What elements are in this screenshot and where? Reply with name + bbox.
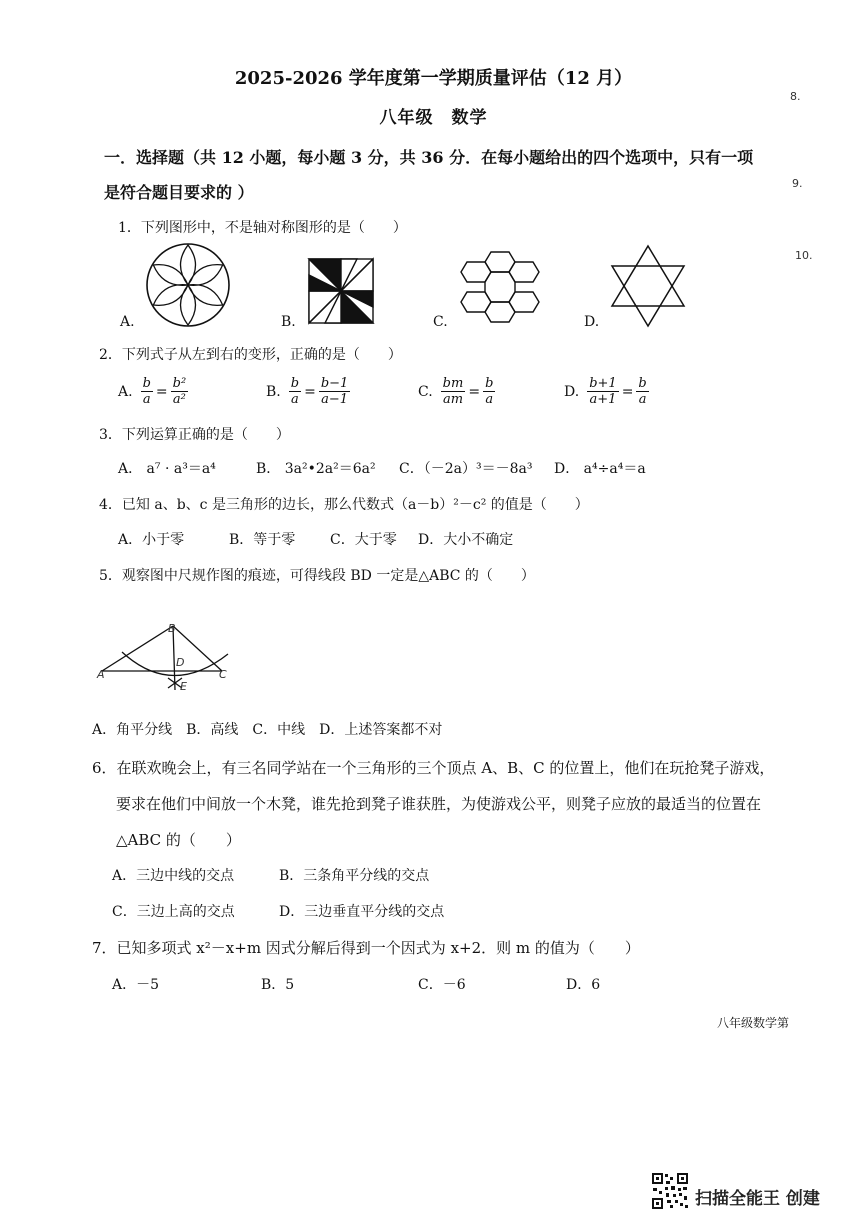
q6-option-c: C．三边上高的交点 bbox=[112, 904, 235, 920]
q2-option-d: D. $\frac{b+1}{a+1}$ = $\frac{b}{a}$ bbox=[564, 376, 647, 407]
q6-line1: 6．在联欢晚会上，有三名同学站在一个三角形的三个顶点 A、B、C 的位置上，他们在玩抢凳子游戏， bbox=[92, 759, 775, 777]
q4-stem: 4．已知 a、b、c 是三角形的边长，那么代数式（a－b）²－c² 的值是（ ） bbox=[99, 497, 589, 513]
q7-stem: 7．已知多项式 x²－x+m 因式分解后得到一个因式为 x+2．则 m 的值为（ ） bbox=[92, 939, 640, 957]
q2-c-left-fraction: $\frac{bm}{am}$ bbox=[442, 376, 464, 407]
q5-label-d: D bbox=[176, 656, 185, 669]
q1-option-b-label: B. bbox=[281, 314, 296, 330]
q7-option-c: C．－6 bbox=[418, 977, 466, 993]
q2-option-b: B. $\frac{b}{a}$ = $\frac{b-1}{a-1}$ bbox=[266, 376, 349, 407]
q3-option-c: C．（－2a）³＝－8a³ bbox=[399, 461, 533, 477]
margin-mark-9: 9. bbox=[792, 177, 803, 190]
q2-a-right-fraction: $\frac{\text{b²}}{\text{a²}}$ bbox=[172, 376, 187, 407]
margin-mark-10: 10. bbox=[795, 249, 813, 262]
scanner-watermark: 扫描全能王 创建 bbox=[695, 1189, 820, 1209]
q5-label-c: C bbox=[219, 668, 227, 681]
exam-subtitle: 八年级 数学 bbox=[379, 108, 488, 128]
q7-option-b: B．5 bbox=[261, 977, 295, 993]
q2-stem: 2．下列式子从左到右的变形，正确的是（ ） bbox=[99, 347, 402, 363]
q6-option-a: A．三边中线的交点 bbox=[112, 868, 235, 884]
q1-figure-d bbox=[608, 244, 688, 328]
q1-option-d-label: D. bbox=[584, 314, 600, 330]
q2-b-right-fraction: $\frac{b-1}{a-1}$ bbox=[320, 376, 349, 407]
q5-label-a: A bbox=[97, 668, 105, 681]
q4-option-c: C．大于零 bbox=[330, 532, 397, 548]
q2-c-right-fraction: $\frac{b}{a}$ bbox=[485, 376, 494, 407]
q1-figure-c bbox=[455, 248, 545, 326]
q5-stem: 5．观察图中尺规作图的痕迹，可得线段 BD 一定是△ABC 的（ ） bbox=[99, 568, 535, 584]
margin-mark-8: 8. bbox=[790, 90, 801, 103]
q2-option-c-label: C. bbox=[418, 383, 433, 400]
q1-option-c-label: C. bbox=[433, 314, 448, 330]
qr-code-icon bbox=[651, 1172, 689, 1210]
q6-line3: △ABC 的（ ） bbox=[116, 831, 241, 849]
q2-option-b-label: B. bbox=[266, 383, 281, 400]
q2-option-c: C. $\frac{bm}{am}$ = $\frac{b}{a}$ bbox=[418, 376, 494, 407]
q5-label-e: E bbox=[180, 680, 187, 693]
section-heading-line1: 一．选择题（共 12 小题，每小题 3 分，共 36 分．在每小题给出的四个选项中，只有一项 bbox=[104, 148, 754, 167]
q7-option-a: A．－5 bbox=[112, 977, 160, 993]
q1-option-a-label: A. bbox=[120, 314, 135, 330]
q3-option-d: D． a⁴÷a⁴＝a bbox=[554, 461, 646, 477]
q1-stem: 1．下列图形中，不是轴对称图形的是（ ） bbox=[118, 220, 407, 236]
q5-construction-figure bbox=[92, 618, 242, 696]
q4-option-a: A．小于零 bbox=[118, 532, 185, 548]
q2-option-a: A. $\frac{b}{a}$ = $\frac{\text{b²}}{\text{a²}}$ bbox=[118, 376, 187, 407]
q5-label-b: B bbox=[168, 622, 176, 635]
q4-option-d: D．大小不确定 bbox=[418, 532, 514, 548]
q6-option-d: D．三边垂直平分线的交点 bbox=[279, 904, 445, 920]
q2-option-d-label: D. bbox=[564, 383, 580, 400]
q2-a-left-fraction: $\frac{b}{a}$ bbox=[142, 376, 151, 407]
q7-option-d: D．6 bbox=[566, 977, 601, 993]
q4-option-b: B．等于零 bbox=[229, 532, 296, 548]
q2-d-right-fraction: $\frac{b}{a}$ bbox=[638, 376, 647, 407]
q3-stem: 3．下列运算正确的是（ ） bbox=[99, 427, 290, 443]
q2-d-left-fraction: $\frac{b+1}{a+1}$ bbox=[589, 376, 617, 407]
q3-option-b: B． 3a²•2a²＝6a² bbox=[256, 461, 376, 477]
q5-options: A．角平分线 B．高线 C．中线 D．上述答案都不对 bbox=[92, 722, 443, 738]
q1-figure-a bbox=[143, 240, 233, 330]
q6-line2: 要求在他们中间放一个木凳，谁先抢到凳子谁获胜，为使游戏公平，则凳子应放的最适当的位置在 bbox=[116, 795, 762, 813]
q6-option-b: B．三条角平分线的交点 bbox=[279, 868, 430, 884]
page-footer-label: 八年级数学第 bbox=[717, 1016, 790, 1030]
q3-option-a: A． a⁷ · a³＝a⁴ bbox=[118, 461, 216, 477]
q2-option-a-label: A. bbox=[118, 383, 133, 400]
section-heading-line2: 是符合题目要求的 ） bbox=[104, 183, 254, 202]
q2-b-left-fraction: $\frac{b}{a}$ bbox=[290, 376, 300, 407]
exam-title: 2025-2026 学年度第一学期质量评估（12 月） bbox=[234, 68, 633, 89]
q1-figure-b bbox=[303, 253, 379, 329]
